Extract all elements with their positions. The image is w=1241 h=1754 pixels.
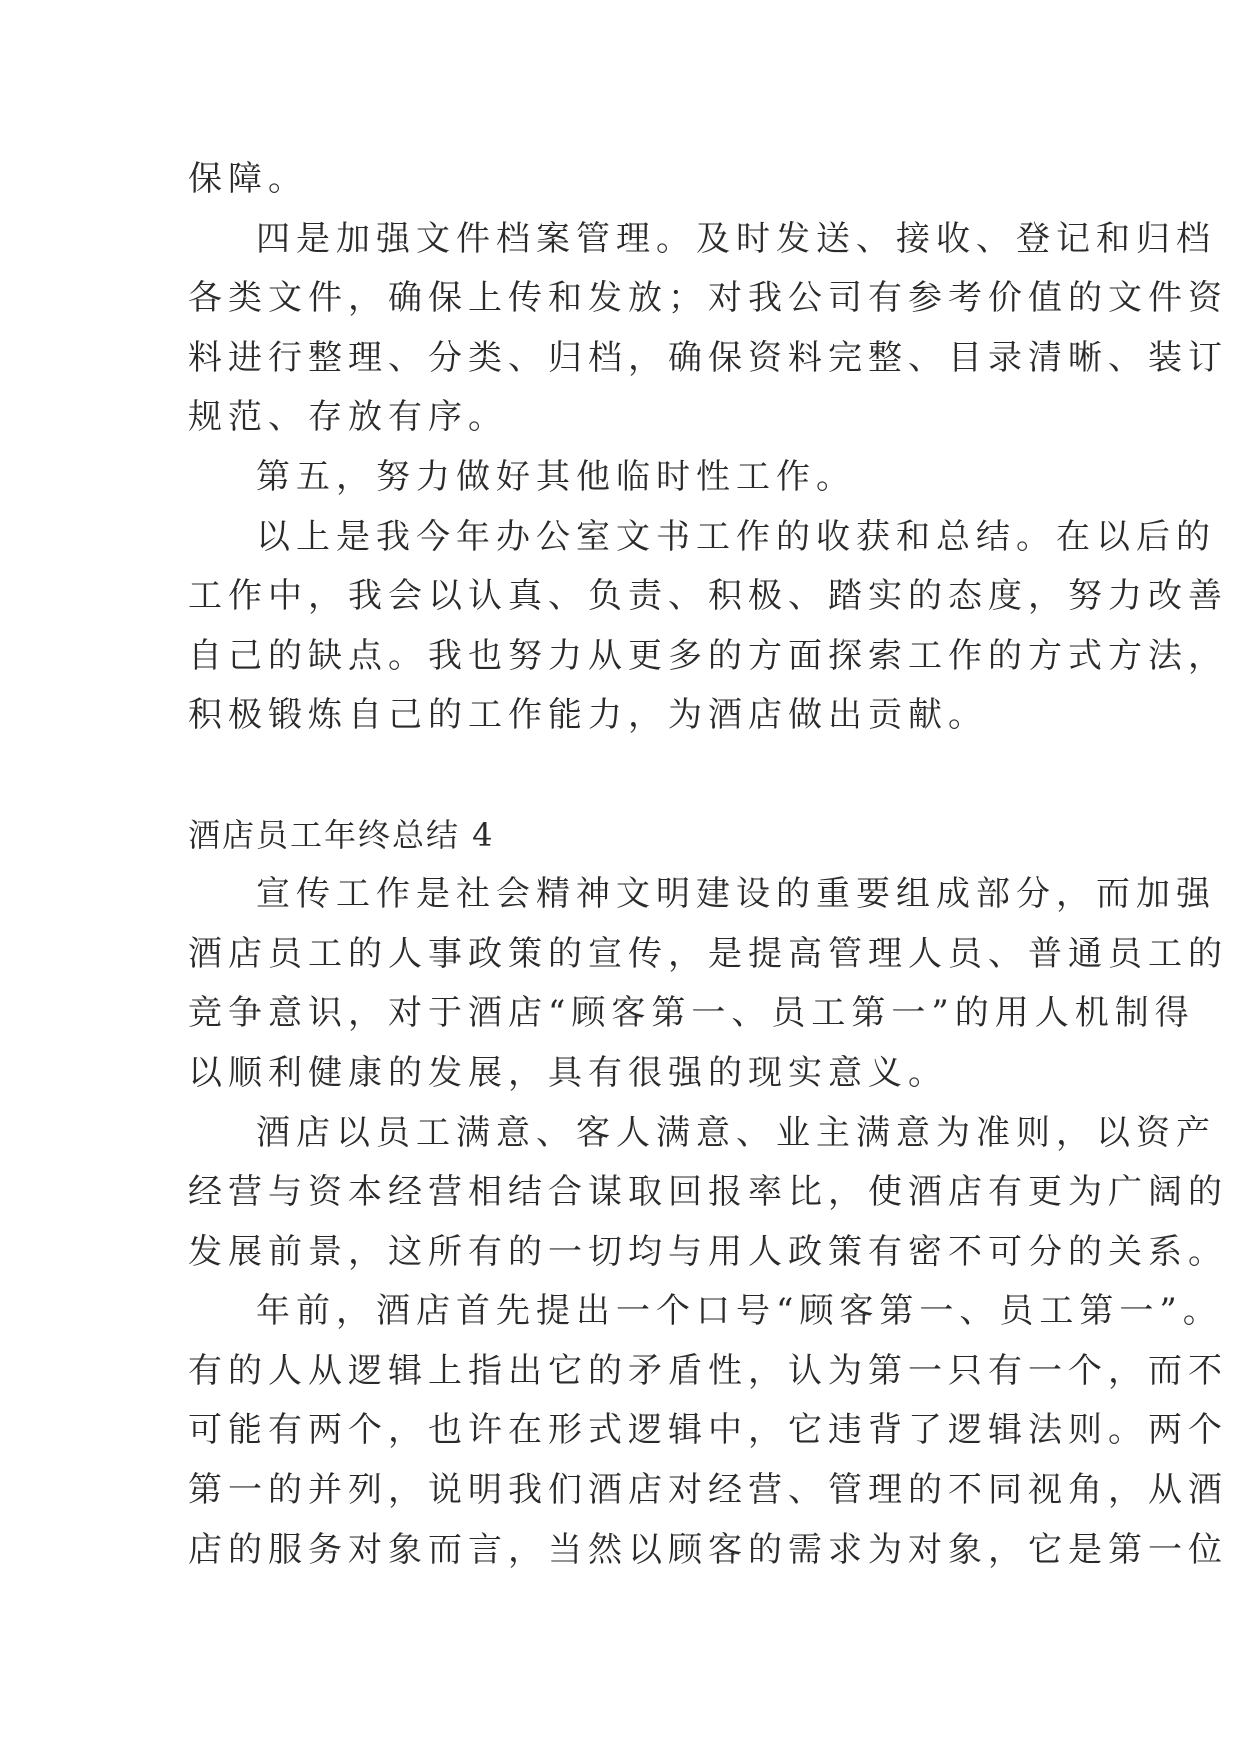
paragraph-line: 保障。 [188,159,308,199]
paragraph-line: 以顺利健康的发展，具有很强的现实意义。 [188,1052,948,1093]
paragraph-line: 酒店以员工满意、客人满意、业主满意为准则，以资产 [256,1112,1216,1153]
paragraph-line: 规范、存放有序。 [188,397,508,438]
paragraph-line: 竞争意识，对于酒店“顾客第一、员工第一”的用人机制得 [188,993,1195,1034]
paragraph-line: 自己的缺点。我也努力从更多的方面探索工作的方式方法， [188,635,1228,676]
paragraph-line: 可能有两个，也许在形式逻辑中，它违背了逻辑法则。两个 [188,1410,1228,1451]
document-page [188,150,1228,1580]
paragraph-line: 酒店员工的人事政策的宣传，是提高管理人员、普通员工的 [188,933,1228,974]
paragraph-line: 各类文件，确保上传和发放；对我公司有参考价值的文件资 [188,278,1228,319]
paragraph-line: 四是加强文件档案管理。及时发送、接收、登记和归档 [256,218,1216,259]
paragraph-line: 有的人从逻辑上指出它的矛盾性，认为第一只有一个，而不 [188,1350,1228,1391]
section-body-text [188,865,1228,1580]
paragraph-line: 以上是我今年办公室文书工作的收获和总结。在以后的 [256,516,1216,557]
paragraph-line: 经营与资本经营相结合谋取回报率比，使酒店有更为广阔的 [188,1172,1228,1213]
paragraph-line: 工作中，我会以认真、负责、积极、踏实的态度，努力改善 [188,576,1228,617]
paragraph-line: 第五，努力做好其他临时性工作。 [256,456,856,497]
paragraph-line: 第一的并列，说明我们酒店对经营、管理的不同视角，从酒 [188,1470,1228,1511]
section-heading: 酒店员工年终总结 4 [188,815,495,854]
paragraph-line: 宣传工作是社会精神文明建设的重要组成部分，而加强 [256,874,1216,915]
paragraph-line: 料进行整理、分类、归档，确保资料完整、目录清晰、装订 [188,337,1228,378]
previous-section-text [188,150,1228,746]
paragraph-line: 发展前景，这所有的一切均与用人政策有密不可分的关系。 [188,1231,1228,1272]
paragraph-line: 店的服务对象而言，当然以顾客的需求为对象，它是第一位 [188,1529,1228,1570]
paragraph-line: 年前，酒店首先提出一个口号“顾客第一、员工第一”。 [256,1291,1223,1332]
paragraph-line: 积极锻炼自己的工作能力，为酒店做出贡献。 [188,695,988,736]
